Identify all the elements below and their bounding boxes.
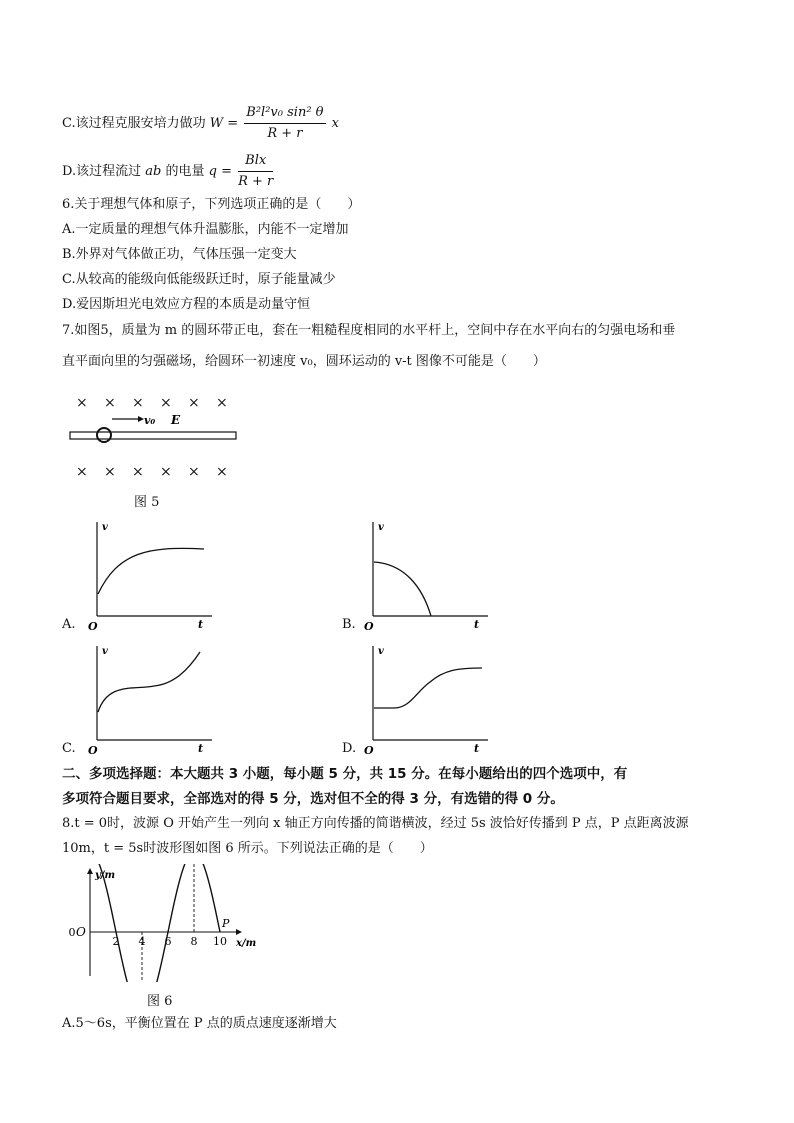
fig5-e-label: E [171, 413, 181, 427]
q5-c-tail: x [331, 116, 339, 131]
section2-line1: 二、多项选择题：本大题共 3 小题，每小题 5 分，共 15 分。在每小题给出的四个选项中，有 [62, 766, 628, 782]
wave-x-tick: 4 [138, 935, 146, 948]
q6-stem: 6.关于理想气体和原子，下列选项正确的是（ ） [62, 197, 361, 212]
svg-text:×: × [160, 395, 172, 411]
wave-x-axis-arrow [236, 929, 242, 935]
q7-stem-line1: 7.如图5，质量为 m 的圆环带正电，套在一粗糙程度相同的水平杆上，空间中存在水平向右的匀强电场和垂 [62, 323, 676, 338]
q5-c-fraction [244, 104, 325, 143]
graph-d-t-label: t [474, 742, 480, 755]
q5-d-numerator: Blx [238, 152, 273, 172]
wave-curve [90, 864, 220, 982]
svg-text:×: × [76, 395, 88, 411]
wave-x-tick: 2 [112, 935, 120, 948]
graph-b-label: B. [342, 617, 356, 632]
svg-text:×: × [216, 464, 228, 480]
graph-d-v-label: v [378, 646, 384, 657]
svg-text:×: × [216, 395, 228, 411]
svg-text:×: × [132, 395, 144, 411]
graph-c-curve [98, 652, 200, 712]
q5-option-d [62, 152, 275, 191]
graph-a-curve [98, 548, 204, 594]
svg-text:×: × [132, 464, 144, 480]
q6-option-b: B.外界对气体做正功，气体压强一定变大 [62, 247, 297, 262]
section2-line2: 多项符合题目要求，全部选对的得 5 分，选对但不全的得 3 分，有选错的得 0 分。 [62, 791, 564, 807]
graph-d-origin: O [364, 744, 374, 756]
graph-b-v-label: v [378, 522, 384, 533]
fig5-caption: 图 5 [134, 495, 160, 510]
svg-text:×: × [188, 464, 200, 480]
vt-graph-c [84, 640, 220, 756]
q5-d-denominator: R + r [238, 174, 274, 189]
q7-stem-line2: 直平面向里的匀强磁场，给圆环一初速度 v₀，圆环运动的 v-t 图像不可能是（ ） [62, 354, 546, 369]
wave-y-axis-arrow [87, 868, 93, 874]
graph-c-origin: O [88, 744, 98, 756]
fig5-v0-label: v₀ [144, 414, 156, 427]
figure-6-wave-chart [64, 864, 264, 982]
svg-text:×: × [76, 464, 88, 480]
wave-origin-label: O [76, 925, 86, 939]
graph-a-v-label: v [102, 522, 108, 533]
wave-x-tick: 10 [213, 935, 227, 948]
q5-option-c [62, 104, 339, 143]
svg-text:×: × [160, 464, 172, 480]
graph-c-t-label: t [198, 742, 204, 755]
q6-option-d: D.爱因斯坦光电效应方程的本质是动量守恒 [62, 297, 311, 312]
graph-a-origin: O [88, 620, 98, 632]
q8-stem-line1: 8.t = 0时，波源 O 开始产生一列向 x 轴正方向传播的简谐横波，经过 5s 波恰好传播到 P 点，P 点距离波源 [62, 816, 689, 831]
q5-c-prefix: C.该过程克服安培力做功 [62, 116, 206, 131]
graph-d-curve [374, 668, 482, 708]
q5-d-ab: ab [145, 164, 162, 179]
svg-text:×: × [188, 395, 200, 411]
q8-option-a: A.5～6s，平衡位置在 P 点的质点速度逐渐增大 [62, 1016, 337, 1031]
graph-a-t-label: t [198, 618, 204, 631]
vt-graph-d [360, 640, 496, 756]
wave-y-label: y/m [95, 870, 116, 881]
wave-point-p-label: P [222, 917, 230, 930]
graph-b-t-label: t [474, 618, 480, 631]
graph-c-v-label: v [102, 646, 108, 657]
q5-c-denominator: R + r [267, 126, 303, 141]
q8-stem-line2: 10m，t = 5s时波形图如图 6 所示。下列说法正确的是（ ） [62, 841, 433, 856]
horizontal-rod [70, 432, 236, 439]
svg-text:×: × [104, 395, 116, 411]
graph-b-origin: O [364, 620, 374, 632]
q5-d-prefix: D.该过程流过 [62, 164, 142, 179]
q6-option-a: A.一定质量的理想气体升温膨胀，内能不一定增加 [62, 222, 349, 237]
fig6-caption: 图 6 [147, 994, 173, 1009]
q5-d-mid: 的电量 [165, 164, 205, 179]
wave-x-tick: 8 [190, 935, 198, 948]
q6-option-c: C.从较高的能级向低能级跃迁时，原子能量减少 [62, 272, 336, 287]
svg-text:×: × [104, 464, 116, 480]
vt-graph-a [84, 516, 220, 632]
graph-d-label: D. [342, 741, 357, 756]
graph-a-label: A. [62, 617, 76, 632]
q5-d-lhs: q = [208, 164, 232, 179]
wave-x-label: x/m [236, 938, 257, 949]
q5-c-numerator: B²l²v₀ sin² θ [244, 104, 325, 124]
wave-x-tick: 6 [164, 935, 172, 948]
vt-graph-b [360, 516, 496, 632]
graph-b-curve [374, 562, 431, 616]
figure-5 [60, 388, 250, 480]
graph-c-label: C. [62, 741, 76, 756]
q5-d-fraction [238, 152, 273, 191]
q5-c-lhs: W = [209, 116, 239, 131]
wave-y-tick: 0 [68, 926, 76, 939]
